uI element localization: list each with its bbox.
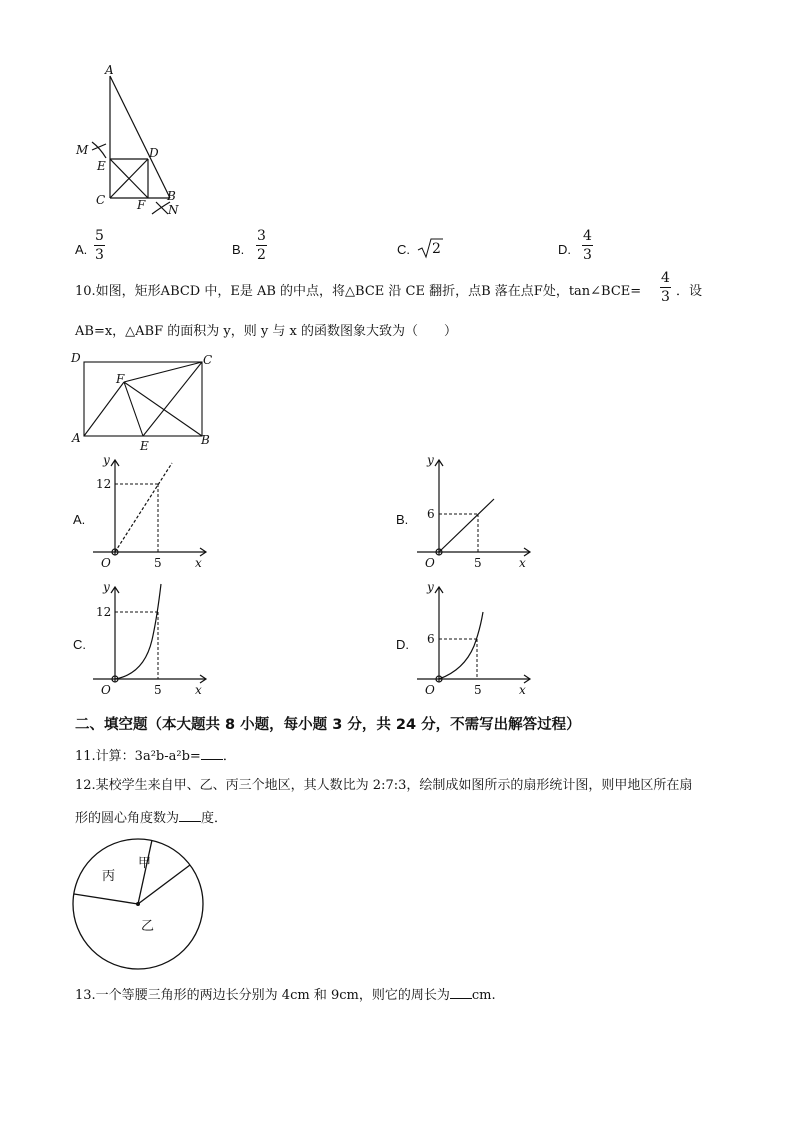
- q10-option-d-label[interactable]: D.: [396, 637, 409, 652]
- q11-text: [75, 747, 236, 765]
- q10-tan-frac: [660, 270, 671, 305]
- q13-text: [75, 986, 496, 1004]
- q10-line-ec: [143, 362, 202, 436]
- q10-graph-b: [412, 455, 537, 573]
- q9-label-f: F: [137, 198, 146, 212]
- q10-label-e: E: [140, 439, 149, 452]
- q10-figure: [68, 350, 218, 452]
- q10-graph-a: [88, 455, 213, 573]
- frac-num: 5: [95, 228, 104, 244]
- tick-label-x: 5: [474, 556, 482, 570]
- q9-option-c-value: 2: [432, 241, 441, 257]
- frac-bar: [660, 287, 671, 288]
- axis-label-y: y: [103, 455, 110, 467]
- pie-divider-3: [74, 894, 138, 904]
- frac-bar: [94, 245, 105, 246]
- axis-label-y: y: [427, 582, 434, 594]
- q9-label-d: D: [149, 146, 159, 160]
- q9-label-a: A: [105, 63, 114, 77]
- q10-text-part1: 10.如图，矩形ABCD 中，E是 AB 的中点，将△BCE 沿 CE 翻折，点B 落在点F处，tan∠BCE=: [75, 284, 642, 299]
- q10-line-af: [84, 382, 124, 436]
- q10-line-fe: [124, 382, 143, 436]
- q9-option-d-frac: [582, 228, 593, 263]
- pie-center: [136, 902, 140, 906]
- q12-pie-chart: [66, 835, 211, 975]
- q9-option-a-label[interactable]: A.: [75, 242, 88, 257]
- q10-label-d: D: [71, 351, 81, 365]
- q13-blank[interactable]: [450, 986, 472, 999]
- frac-den: 2: [257, 247, 266, 263]
- q13-text-before: 13.一个等腰三角形的两边长分别为 4cm 和 9cm，则它的周长为: [75, 988, 450, 1003]
- q9-line-ab: [110, 76, 170, 198]
- frac-num: 3: [257, 228, 266, 244]
- q9-option-d-label[interactable]: D.: [558, 242, 571, 257]
- q9-label-n: N: [168, 203, 179, 217]
- q9-option-b-frac: [256, 228, 267, 263]
- tick-label-y: 6: [427, 632, 435, 646]
- q12-line2: [75, 809, 227, 827]
- tick-label-y: 12: [96, 605, 112, 619]
- q9-label-m: M: [76, 143, 89, 157]
- frac-den: 3: [583, 247, 592, 263]
- tick-label-x: 5: [154, 683, 162, 697]
- axis-label-y: y: [103, 582, 110, 594]
- origin-label: O: [101, 556, 111, 570]
- q9-option-a-frac: [94, 228, 105, 263]
- axis-label-x: x: [195, 683, 202, 697]
- q13-text-after: cm.: [471, 988, 496, 1003]
- frac-den: 3: [95, 247, 104, 263]
- q9-figure: [70, 62, 190, 222]
- pie-label-yi: 乙: [141, 919, 155, 934]
- q10-rectangle: [84, 362, 202, 436]
- q10-option-c-label[interactable]: C.: [73, 637, 86, 652]
- q11-blank[interactable]: [201, 747, 223, 760]
- q9-label-c: C: [96, 193, 106, 207]
- axis-label-x: x: [519, 556, 526, 570]
- q10-option-b-label[interactable]: B.: [396, 512, 409, 527]
- pie-label-jia: 甲: [138, 856, 152, 871]
- q10-label-a: A: [72, 431, 81, 445]
- q10-text-line2: AB=x，△ABF 的面积为 y，则 y 与 x 的函数图象大致为（ ）: [75, 324, 457, 339]
- axis-label-y: y: [427, 455, 434, 467]
- q12-blank[interactable]: [179, 809, 201, 822]
- q10-label-f: F: [116, 372, 125, 386]
- q10-graph-c: [88, 582, 213, 700]
- pie-label-bing: 丙: [102, 869, 116, 884]
- frac-bar: [256, 245, 267, 246]
- q9-label-b: B: [167, 189, 176, 203]
- q12-line2-after: 度．: [201, 811, 228, 826]
- q10-label-c: C: [203, 353, 213, 367]
- q10-text-part2: ．设: [676, 284, 703, 299]
- q10-option-a-label[interactable]: A.: [73, 512, 86, 527]
- axis-label-x: x: [195, 556, 202, 570]
- q9-option-b-label[interactable]: B.: [232, 242, 245, 257]
- q9-option-c-label[interactable]: C.: [397, 242, 410, 257]
- section-heading: 二、填空题（本大题共 8 小题，每小题 3 分，共 24 分，不需写出解答过程）: [75, 717, 581, 733]
- frac-bar: [582, 245, 593, 246]
- q11-text-before: 11.计算：3a²b-a²b=: [75, 749, 201, 764]
- q9-label-e: E: [97, 159, 106, 173]
- tick-label-y: 12: [96, 477, 112, 491]
- q12-line2-before: 形的圆心角度数为: [75, 811, 180, 826]
- q10-line-fc: [124, 362, 202, 382]
- tick-label-x: 5: [474, 683, 482, 697]
- origin-label: O: [425, 683, 435, 697]
- axis-label-x: x: [519, 683, 526, 697]
- q10-line-fb: [124, 382, 202, 436]
- q10-label-b: B: [201, 433, 210, 447]
- q11-text-after: ．: [222, 749, 236, 764]
- q12-line1: 12.某校学生来自甲、乙、丙三个地区，其人数比为 2:7:3，绘制成如图所示的扇形统计图，则甲地区所在扇: [75, 778, 693, 793]
- q10-graph-d: [412, 582, 537, 700]
- frac-num: 4: [661, 270, 670, 286]
- tick-label-x: 5: [154, 556, 162, 570]
- frac-num: 4: [583, 228, 592, 244]
- origin-label: O: [425, 556, 435, 570]
- origin-label: O: [101, 683, 111, 697]
- tick-label-y: 6: [427, 507, 435, 521]
- frac-den: 3: [661, 289, 670, 305]
